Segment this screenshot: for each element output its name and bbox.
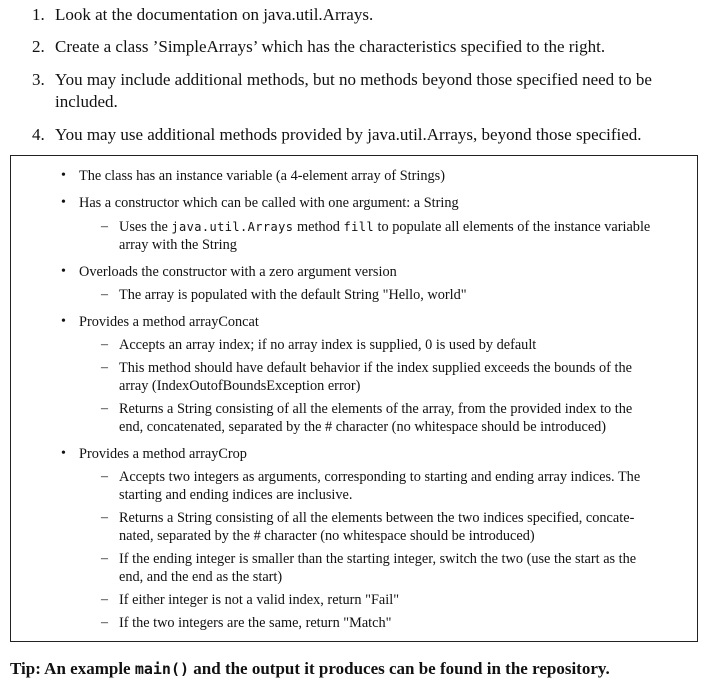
dash-glyph: – [101, 337, 108, 352]
spec-sub-item: Accepts two integers as arguments, corresponding to starting and ending array indices. The [119, 469, 641, 485]
spec-sub-item-cont: nated, separated by the # character (no whitespace should be introduced) [119, 528, 535, 544]
code-span: main() [134, 660, 190, 678]
item-text: You may use additional methods provided by java.util.Arrays, beyond those specified. [55, 125, 642, 144]
item-number: 3. [32, 70, 45, 89]
spec-sub-item-cont: starting and ending indices are inclusive. [119, 487, 353, 503]
spec-sub-item: Returns a String consisting of all the elements of the array, from the provided index to the [119, 401, 633, 417]
spec-sub-item: This method should have default behavior if the index supplied exceeds the bounds of the [119, 360, 632, 376]
spec-bullet: The class has an instance variable (a 4-element array of Strings) [79, 168, 446, 184]
item-text: Create a class ’SimpleArrays’ which has the characteristics specified to the right. [55, 37, 606, 56]
bullet-glyph: • [61, 314, 66, 329]
item-text: Look at the documentation on java.util.Arrays. [55, 5, 374, 24]
bullet-glyph: • [61, 446, 66, 461]
spec-sub-item: Uses the java.util.Arrays method fill to populate all elements of the instance variable [119, 219, 651, 235]
bullet-glyph: • [61, 264, 66, 279]
spec-sub-item: The array is populated with the default String "Hello, world" [119, 287, 467, 303]
code-span: java.util.Arrays [171, 220, 294, 234]
spec-bullet: Provides a method arrayConcat [79, 314, 259, 330]
item-text: You may include additional methods, but no methods beyond those specified need to be [55, 70, 652, 89]
item-number: 1. [32, 5, 45, 24]
dash-glyph: – [101, 551, 108, 566]
item-number: 2. [32, 37, 45, 56]
dash-glyph: – [101, 360, 108, 375]
bullet-glyph: • [61, 168, 66, 183]
dash-glyph: – [101, 401, 108, 416]
dash-glyph: – [101, 469, 108, 484]
dash-glyph: – [101, 592, 108, 607]
dash-glyph: – [101, 615, 108, 630]
spec-bullet: Has a constructor which can be called with one argument: a String [79, 195, 459, 211]
item-text-cont: included. [55, 92, 118, 111]
spec-sub-item-cont: array (IndexOutofBoundsException error) [119, 378, 361, 394]
spec-sub-item-cont: end, and the end as the start) [119, 569, 283, 585]
bullet-glyph: • [61, 195, 66, 210]
dash-glyph: – [101, 287, 108, 302]
spec-bullet: Overloads the constructor with a zero argument version [79, 264, 397, 280]
spec-sub-item: Returns a String consisting of all the elements between the two indices specified, concate- [119, 510, 635, 526]
spec-sub-item-cont: array with the String [119, 237, 237, 253]
dash-glyph: – [101, 510, 108, 525]
dash-glyph: – [101, 219, 108, 234]
item-number: 4. [32, 125, 45, 144]
tip-text: Tip: An example main() and the output it produces can be found in the repository. [10, 659, 610, 678]
spec-sub-item: If either integer is not a valid index, return "Fail" [119, 592, 400, 608]
code-span: fill [343, 220, 374, 234]
specification-box [10, 155, 698, 642]
spec-bullet: Provides a method arrayCrop [79, 446, 247, 462]
spec-sub-item: Accepts an array index; if no array index is supplied, 0 is used by default [119, 337, 537, 353]
spec-sub-item: If the two integers are the same, return "Match" [119, 615, 392, 631]
spec-sub-item: If the ending integer is smaller than the starting integer, switch the two (use the start as the [119, 551, 637, 567]
spec-sub-item-cont: end, concatenated, separated by the # character (no whitespace should be introduced) [119, 419, 607, 435]
